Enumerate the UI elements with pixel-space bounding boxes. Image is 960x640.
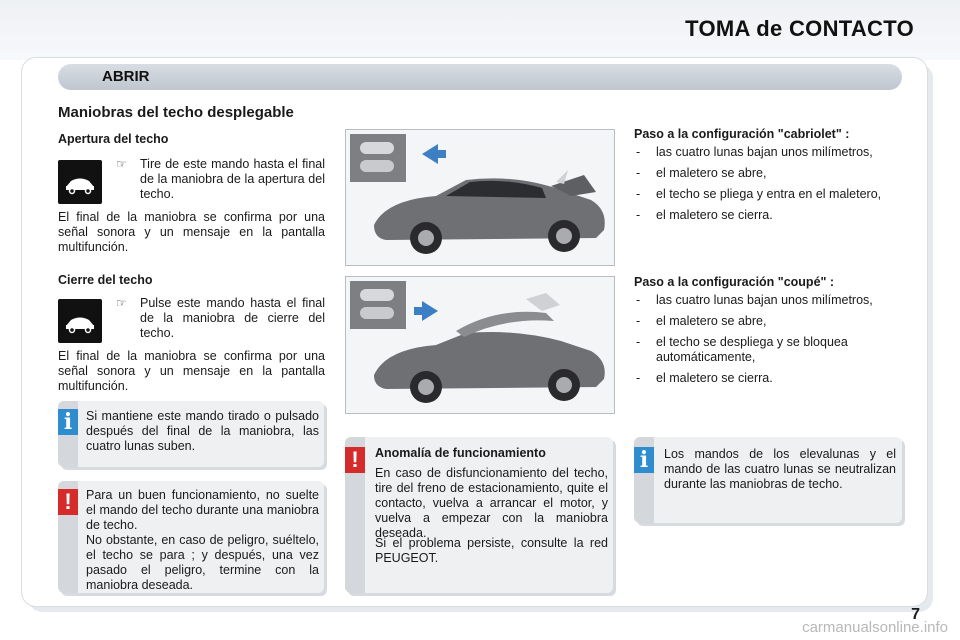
list-item: - las cuatro lunas bajan unos milímetros, [634,145,906,160]
warning-icon: ! [345,447,365,473]
roof-switch-icon [58,160,102,204]
list-item: - el maletero se cierra. [634,371,906,386]
info-note [634,437,902,523]
list-item: - el maletero se cierra. [634,208,906,223]
watermark: carmanualsonline.info [802,619,948,636]
apertura-heading: Apertura del techo [58,132,169,146]
warning-note-para2: No obstante, en caso de peligro, suéltelo, el techo se para ; y después, una vez pasado el peligro, termine con la maniobra deseada. [86,533,319,592]
info-icon: i [58,409,78,435]
list-item: - el techo se despliega y se bloquea automáticamente, [634,335,906,365]
info-note-text: Si mantiene este mando tirado o pulsado después del final de la maniobra, las cuatro lunas suben. [86,409,319,453]
malfunction-note [345,437,613,593]
cabriolet-heading: Paso a la configuración "cabriolet" : [634,127,850,141]
page-number: 7 [911,606,920,623]
malfunction-heading: Anomalía de funcionamiento [375,446,546,460]
coupe-heading: Paso a la configuración "coupé" : [634,275,835,289]
section-bar [58,64,902,90]
warning-note [58,481,324,593]
info-note-text: Los mandos de los elevalunas y el mando de las cuatro lunas se neutralizan durante las maniobras de techo. [664,447,896,491]
page-title: TOMA de CONTACTO [685,16,914,41]
malfunction-para1: En caso de disfuncionamiento del techo, tire del freno de estacionamiento, quite el contacto, vuelva a arrancar el motor, y vuelva a empezar con la maniobra deseada. [375,466,608,540]
warning-note-para1: Para un buen funcionamiento, no suelte el mando del techo durante una maniobra de techo. [86,488,319,532]
cierre-instruction: Pulse este mando hasta el final de la maniobra de cierre del techo. [140,296,325,340]
cabriolet-steps [634,145,906,229]
list-item: - el techo se pliega y entra en el maletero, [634,187,906,202]
main-heading: Maniobras del techo desplegable [58,104,294,121]
car-roof-icon [58,160,102,204]
cierre-result: El final de la maniobra se confirma por una señal sonora y un mensaje en la pantalla multifunción. [58,349,325,393]
info-note [58,401,324,467]
cabriolet-photo [345,129,615,266]
coupe-steps [634,293,906,392]
car-roof-icon [58,299,102,343]
warning-icon: ! [58,489,78,515]
apertura-result: El final de la maniobra se confirma por una señal sonora y un mensaje en la pantalla multifunción. [58,210,325,254]
pointing-hand-icon: ☞ [116,296,127,310]
section-label: ABRIR [102,68,150,85]
malfunction-para2: Si el problema persiste, consulte la red PEUGEOT. [375,536,608,565]
cierre-heading: Cierre del techo [58,273,153,287]
info-icon: i [634,447,654,473]
apertura-instruction: Tire de este mando hasta el final de la maniobra de la apertura del techo. [140,157,325,201]
pointing-hand-icon: ☞ [116,157,127,171]
list-item: - el maletero se abre, [634,166,906,181]
list-item: - el maletero se abre, [634,314,906,329]
car-opening-roof-illustration [346,130,614,265]
coupe-photo [345,276,615,414]
roof-switch-icon [58,299,102,343]
list-item: - las cuatro lunas bajan unos milímetros, [634,293,906,308]
car-closing-roof-illustration [346,277,614,413]
